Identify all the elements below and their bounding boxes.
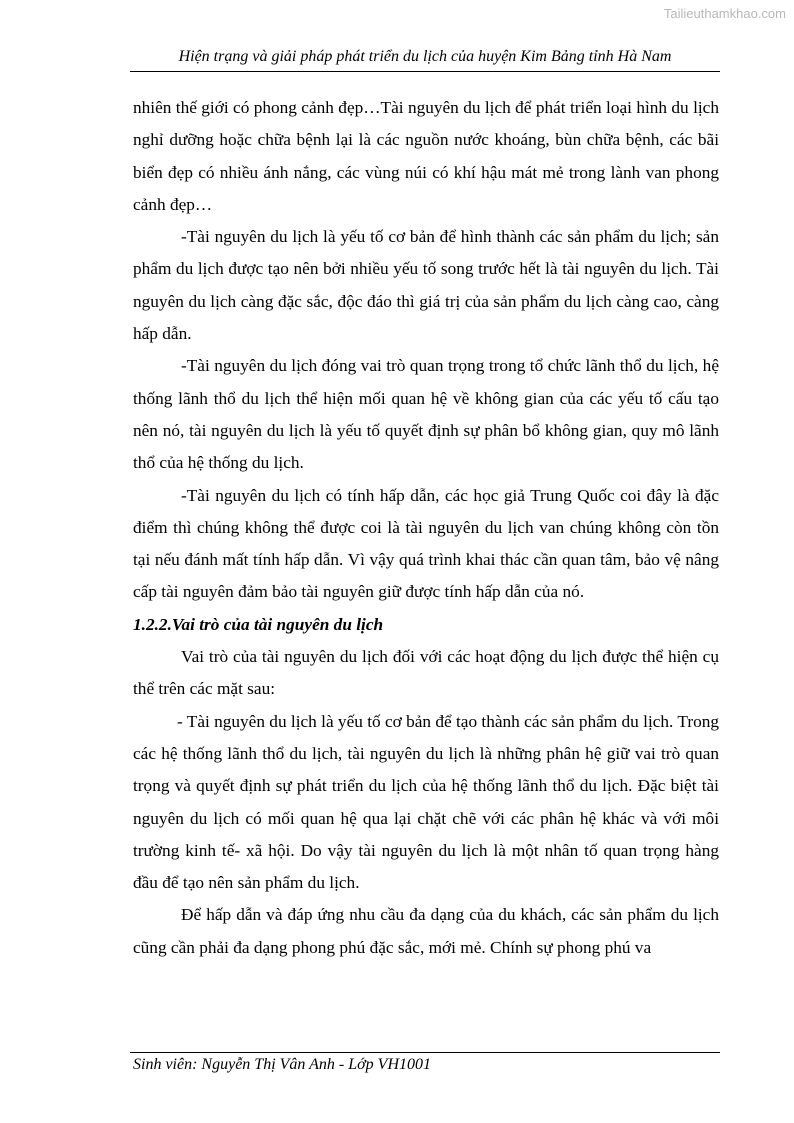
paragraph-6: - Tài nguyên du lịch là yếu tố cơ bản để tạo thành các sản phẩm du lịch. Trong các hệ thống lãnh thổ du lịch, tài nguyên du lịch là những phân hệ giữ vai trò quan trọng và quyết định sự phát triển du lịch của hệ thống lãnh thổ du lịch. Đặc biệt tài nguyên du lịch có mối quan hệ qua lại chặt chẽ với các phân hệ khác và với môi trường kinh tế- xã hội. Do vậy tài nguyên du lịch là một nhân tố quan trọng hàng đầu để tạo nên sản phẩm du lịch. [133, 711, 720, 893]
page-header: Hiện trạng và giải pháp phát triển du lịch của huyện Kim Bảng tỉnh Hà Nam [178, 48, 672, 65]
page-footer: Sinh viên: Nguyễn Thị Vân Anh - Lớp VH1001 [133, 1056, 431, 1073]
page-content [133, 92, 719, 964]
footer-divider [130, 1052, 720, 1053]
paragraph-5: Vai trò của tài nguyên du lịch đối với các hoạt động du lịch được thể hiện cụ thể trên các mặt sau: [133, 647, 719, 699]
paragraph-4: -Tài nguyên du lịch có tính hấp dẫn, các học giả Trung Quốc coi đây là đặc điểm thì chúng không thể được coi là tài nguyên du lịch van chúng không còn tồn tại nếu đánh mất tính hấp dẫn. Vì vậy quá trình khai thác cần quan tâm, bảo vệ nâng cấp tài nguyên đảm bảo tài nguyên giữ được tính hấp dẫn của nó. [133, 485, 719, 602]
paragraph-1: nhiên thế giới có phong cảnh đẹp…Tài nguyên du lịch để phát triển loại hình du lịch nghỉ dưỡng hoặc chữa bệnh lại là các nguồn nước khoáng, bùn chữa bệnh, các bãi biển đẹp có nhiều ánh nắng, các vùng núi có khí hậu mát mẻ trong lành van phong cảnh đẹp… [133, 98, 719, 214]
watermark: Tailieuthamkhao.com [663, 6, 786, 21]
paragraph-3: -Tài nguyên du lịch đóng vai trò quan trọng trong tổ chức lãnh thổ du lịch, hệ thống lãnh thổ du lịch thể hiện mối quan hệ về không gian của các yếu tố cấu tạo nên nó, tài nguyên du lịch là yếu tố quyết định sự phân bổ không gian, quy mô lãnh thổ của hệ thống du lịch. [133, 356, 719, 473]
header-divider [130, 71, 720, 72]
paragraph-7: Để hấp dẫn và đáp ứng nhu cầu đa dạng của du khách, các sản phẩm du lịch cũng cần phải đa dạng phong phú đặc sắc, mới mẻ. Chính sự phong phú va [133, 905, 719, 957]
section-heading: 1.2.2.Vai trò của tài nguyên du lịch [133, 614, 384, 634]
paragraph-2: -Tài nguyên du lịch là yếu tố cơ bản để hình thành các sản phẩm du lịch; sản phẩm du lịch được tạo nên bởi nhiều yếu tố song trước hết là tài nguyên du lịch. Tài nguyên du lịch càng đặc sắc, độc đáo thì giá trị của sản phẩm du lịch càng cao, càng hấp dẫn. [133, 227, 719, 344]
